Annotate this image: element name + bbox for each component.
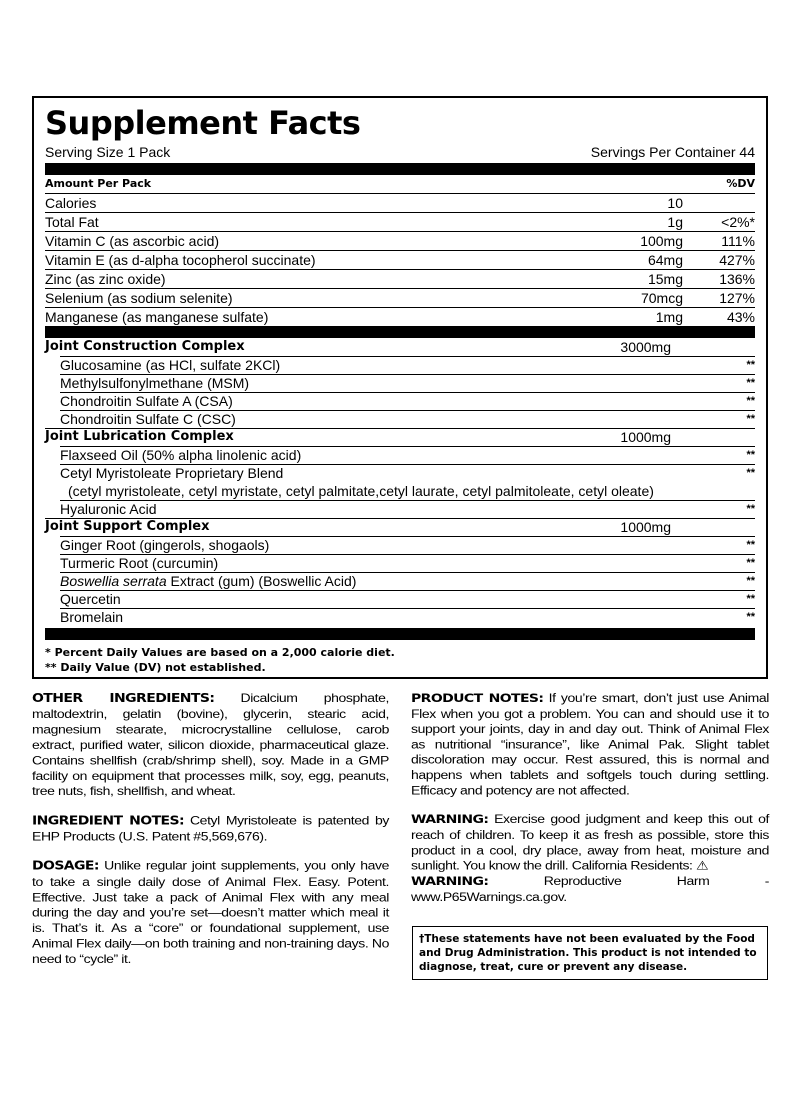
ingredient-row bbox=[45, 374, 755, 392]
ingredient-row bbox=[45, 572, 755, 590]
nutrient-row bbox=[45, 213, 755, 232]
nutrient-name: Selenium (as sodium selenite) bbox=[45, 290, 233, 306]
ingredient-name: Glucosamine (as HCl, sulfate 2KCl) bbox=[60, 357, 281, 373]
ingredient-row bbox=[45, 464, 755, 500]
complex-name: Joint Lubrication Complex bbox=[45, 429, 234, 444]
dosage-section bbox=[32, 858, 389, 967]
nutrient-row bbox=[45, 289, 755, 308]
footnotes bbox=[45, 645, 755, 675]
dosage-text: Unlike regular joint supplements, you only have to take a single daily dose of Animal Flex. Easy. Potent. Effective. Just take a pack of Animal Flex with any meal during the day and you’re set—doesn’t matter which meal it is. That’s it. As a “core” or foundational supplement, use Animal Flex daily—on both training and non-training days. No need to “cycle” it. bbox=[32, 858, 389, 966]
nutrient-name: Manganese (as manganese sulfate) bbox=[45, 309, 269, 325]
ingredient-dv: ** bbox=[746, 467, 755, 479]
nutrient-name: Zinc (as zinc oxide) bbox=[45, 271, 166, 287]
ingredient-dv: ** bbox=[746, 413, 755, 425]
other-ingredients-section bbox=[32, 690, 389, 799]
ingredient-name-rest: Extract (gum) (Boswellic Acid) bbox=[166, 573, 357, 589]
ingredient-dv: ** bbox=[746, 395, 755, 407]
nutrient-row bbox=[45, 251, 755, 270]
ingredient-dv: ** bbox=[746, 503, 755, 515]
ingredient-detail: (cetyl myristoleate, cetyl myristate, cetyl palmitate,cetyl laurate, cetyl palmitoleate, cetyl oleate) bbox=[68, 483, 654, 499]
serving-size: Serving Size 1 Pack bbox=[45, 144, 171, 160]
nutrient-dv: 43% bbox=[726, 309, 755, 325]
ingredient-name: Flaxseed Oil (50% alpha linolenic acid) bbox=[60, 447, 302, 463]
nutrient-name: Vitamin E (as d-alpha tocopherol succinate) bbox=[45, 252, 316, 268]
ingredient-dv: ** bbox=[746, 575, 755, 587]
complex-row bbox=[45, 518, 755, 536]
warning-label: WARNING: bbox=[411, 812, 489, 827]
ingredient-dv: ** bbox=[746, 539, 755, 551]
divider-thick bbox=[45, 326, 755, 338]
ingredient-row bbox=[45, 392, 755, 410]
nutrient-amount: 1mg bbox=[655, 309, 683, 325]
ingredient-row bbox=[45, 590, 755, 608]
nutrient-amount: 100mg bbox=[640, 233, 683, 249]
ingredient-notes-section bbox=[32, 812, 389, 844]
footnote-dv-not-established: ** Daily Value (DV) not established. bbox=[45, 661, 266, 674]
product-notes-section bbox=[411, 690, 769, 798]
serving-info bbox=[45, 144, 755, 160]
panel-title: Supplement Facts bbox=[45, 104, 361, 142]
nutrient-row bbox=[45, 270, 755, 289]
complex-name: Joint Support Complex bbox=[45, 519, 210, 534]
ingredient-dv: ** bbox=[746, 449, 755, 461]
nutrient-dv: <2%* bbox=[721, 214, 755, 230]
nutrient-amount: 15mg bbox=[647, 271, 683, 287]
servings-per-container: Servings Per Container 44 bbox=[590, 144, 755, 160]
nutrient-row bbox=[45, 308, 755, 326]
divider-thick bbox=[45, 163, 755, 175]
table-header bbox=[45, 175, 755, 194]
right-column bbox=[411, 690, 769, 918]
ingredient-row bbox=[45, 536, 755, 554]
ingredient-name: Turmeric Root (curcumin) bbox=[60, 555, 219, 571]
nutrient-dv: 111% bbox=[721, 233, 755, 249]
other-ingredients-label: OTHER INGREDIENTS: bbox=[32, 691, 215, 706]
supplement-facts-panel bbox=[32, 96, 768, 679]
ingredient-name: Chondroitin Sulfate C (CSC) bbox=[60, 411, 236, 427]
ingredient-dv: ** bbox=[746, 377, 755, 389]
other-ingredients-text: Dicalcium phosphate, maltodextrin, gelatin (bovine), glycerin, stearic acid, magnesium stearate, microcrystalline cellulose, carob extract, purified water, silicon dioxide, pharmaceutical glaze. Contains shellfish (crab/shrimp shell), soy. Made in a GMP facility on equipment that processes milk, soy, egg, peanuts, tree nuts, fish, shellfish, and wheat. bbox=[32, 690, 389, 798]
complex-amount: 1000mg bbox=[620, 429, 671, 445]
ingredient-row bbox=[45, 356, 755, 374]
product-notes-text: If you’re smart, don’t just use Animal Flex when you got a problem. You can and should use it to support your joints, day in and day out. Think of Animal Flex as nutritional “insurance”, like Animal Pak. Slight tablet discoloration may occur. Rest assured, this is normal and happens when tablets and softgels touch during settling. Efficacy and potency are not affected. bbox=[411, 690, 769, 797]
nutrient-name: Vitamin C (as ascorbic acid) bbox=[45, 233, 220, 249]
nutrient-dv: 127% bbox=[719, 290, 755, 306]
ingredient-name: Methylsulfonylmethane (MSM) bbox=[60, 375, 250, 391]
nutrient-amount: 1g bbox=[667, 214, 683, 230]
ingredient-dv: ** bbox=[746, 611, 755, 623]
warning-section bbox=[411, 811, 769, 904]
ingredient-notes-label: INGREDIENT NOTES: bbox=[32, 814, 184, 828]
dosage-label: DOSAGE: bbox=[32, 859, 99, 874]
complex-row bbox=[45, 338, 755, 356]
ingredient-name: Hyaluronic Acid bbox=[60, 501, 157, 517]
header-amount: Amount Per Pack bbox=[45, 177, 152, 190]
ingredient-dv: ** bbox=[746, 359, 755, 371]
ingredient-row bbox=[45, 410, 755, 428]
footnote-dv-basis: * Percent Daily Values are based on a 2,000 calorie diet. bbox=[45, 646, 395, 659]
ingredient-row bbox=[45, 446, 755, 464]
ingredient-notes-text: Cetyl Myristoleate is patented by EHP Products (U.S. Patent #5,569,676). bbox=[32, 813, 390, 844]
ingredient-name: Cetyl Myristoleate Proprietary Blend bbox=[60, 465, 284, 481]
header-dv: %DV bbox=[726, 177, 755, 190]
warning-prop65-label: WARNING: bbox=[411, 874, 489, 889]
ingredient-dv: ** bbox=[746, 557, 755, 569]
nutrient-dv: 136% bbox=[719, 271, 755, 287]
ingredient-name-italic: Boswellia serrata bbox=[60, 573, 167, 589]
nutrient-amount: 70mcg bbox=[640, 290, 683, 306]
complex-amount: 1000mg bbox=[620, 519, 671, 535]
left-column bbox=[32, 690, 389, 980]
ingredient-name: Bromelain bbox=[60, 609, 124, 625]
ingredient-row bbox=[45, 608, 755, 626]
fda-disclaimer: †These statements have not been evaluated by the Food and Drug Administration. This product is not intended to diagnose, treat, cure or prevent any disease. bbox=[412, 926, 768, 980]
ingredient-name bbox=[60, 572, 356, 590]
complex-name: Joint Construction Complex bbox=[45, 339, 245, 354]
nutrient-amount: 64mg bbox=[647, 252, 683, 268]
divider-thick bbox=[45, 628, 755, 640]
nutrient-row bbox=[45, 194, 755, 213]
ingredient-name: Chondroitin Sulfate A (CSA) bbox=[60, 393, 233, 409]
ingredient-row bbox=[45, 500, 755, 518]
ingredient-dv: ** bbox=[746, 593, 755, 605]
ingredient-row bbox=[45, 554, 755, 572]
nutrient-name: Total Fat bbox=[45, 214, 99, 230]
product-notes-label: PRODUCT NOTES: bbox=[411, 691, 544, 706]
nutrient-row bbox=[45, 232, 755, 251]
warning-prop65-text: Reproductive Harm - www.P65Warnings.ca.gov. bbox=[411, 873, 769, 904]
nutrient-dv: 427% bbox=[719, 252, 755, 268]
ingredient-name: Quercetin bbox=[60, 591, 121, 607]
warning-text: Exercise good judgment and keep this out of reach of children. To keep it as fresh as possible, store this product in a cool, dry place, away from heat, moisture and sunlight. You know the drill. California Residents: ⚠ bbox=[411, 812, 769, 873]
complex-row bbox=[45, 428, 755, 446]
complex-amount: 3000mg bbox=[620, 339, 671, 355]
nutrient-name: Calories bbox=[45, 195, 97, 211]
nutrient-amount: 10 bbox=[667, 195, 683, 211]
ingredient-name: Ginger Root (gingerols, shogaols) bbox=[60, 537, 270, 553]
